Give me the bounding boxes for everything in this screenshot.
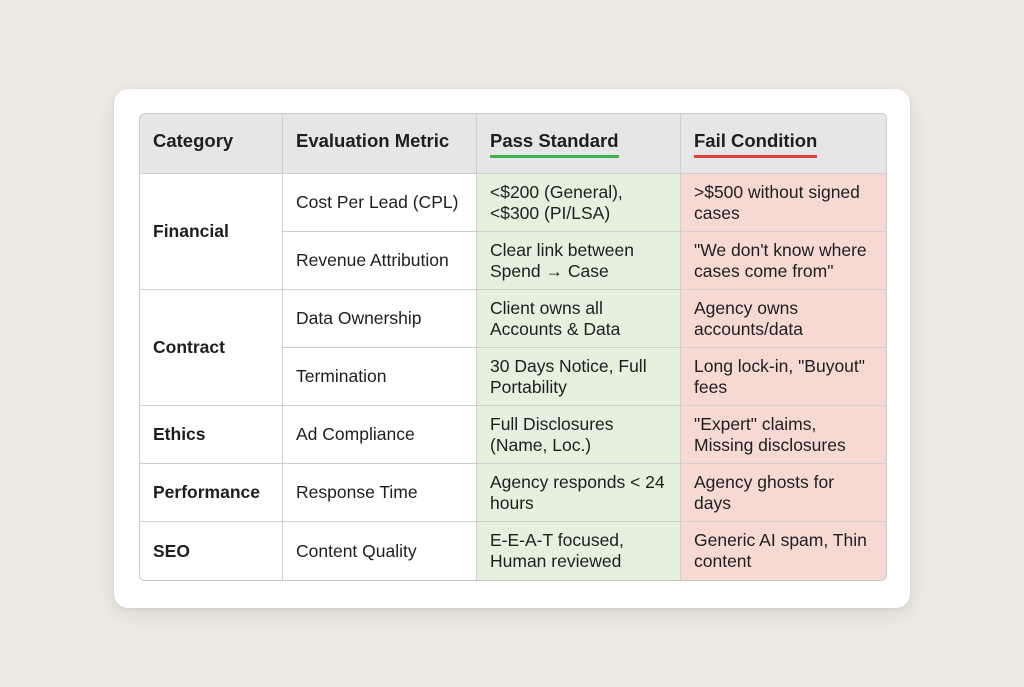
table-row: [140, 174, 886, 232]
metric-cell: Termination: [283, 348, 477, 406]
category-cell: Contract: [140, 290, 283, 406]
fail-cell: "We don't know where cases come from": [681, 232, 886, 290]
pass-cell: Full Disclosures (Name, Loc.): [477, 406, 681, 464]
pass-cell: E-E-A-T focused, Human reviewed: [477, 522, 681, 580]
fail-cell: >$500 without signed cases: [681, 174, 886, 232]
pass-cell: Client owns all Accounts & Data: [477, 290, 681, 348]
metric-cell: Ad Compliance: [283, 406, 477, 464]
category-cell: Performance: [140, 464, 283, 522]
metric-cell: Revenue Attribution: [283, 232, 477, 290]
header-category: Category: [140, 114, 283, 174]
pass-cell: 30 Days Notice, Full Portability: [477, 348, 681, 406]
table-row: [140, 522, 886, 580]
metric-cell: Cost Per Lead (CPL): [283, 174, 477, 232]
pass-cell: <$200 (General), <$300 (PI/LSA): [477, 174, 681, 232]
fail-cell: Agency ghosts for days: [681, 464, 886, 522]
table-card: [114, 89, 910, 608]
header-row: [140, 114, 886, 174]
category-cell: Ethics: [140, 406, 283, 464]
pass-cell: Agency responds < 24 hours: [477, 464, 681, 522]
pass-standard-label: Pass Standard: [490, 130, 619, 158]
metric-cell: Data Ownership: [283, 290, 477, 348]
metric-cell: Content Quality: [283, 522, 477, 580]
fail-cell: Agency owns accounts/data: [681, 290, 886, 348]
header-fail-condition: [681, 114, 886, 174]
fail-cell: Long lock-in, "Buyout" fees: [681, 348, 886, 406]
fail-cell: Generic AI spam, Thin content: [681, 522, 886, 580]
header-pass-standard: [477, 114, 681, 174]
table-row: [140, 406, 886, 464]
pass-cell: Clear link between Spend → Case: [477, 232, 681, 290]
evaluation-table: [139, 113, 887, 581]
table-row: [140, 464, 886, 522]
header-evaluation-metric: Evaluation Metric: [283, 114, 477, 174]
category-cell: Financial: [140, 174, 283, 290]
metric-cell: Response Time: [283, 464, 477, 522]
fail-condition-label: Fail Condition: [694, 130, 817, 158]
fail-cell: "Expert" claims, Missing disclosures: [681, 406, 886, 464]
category-cell: SEO: [140, 522, 283, 580]
table-row: [140, 290, 886, 348]
